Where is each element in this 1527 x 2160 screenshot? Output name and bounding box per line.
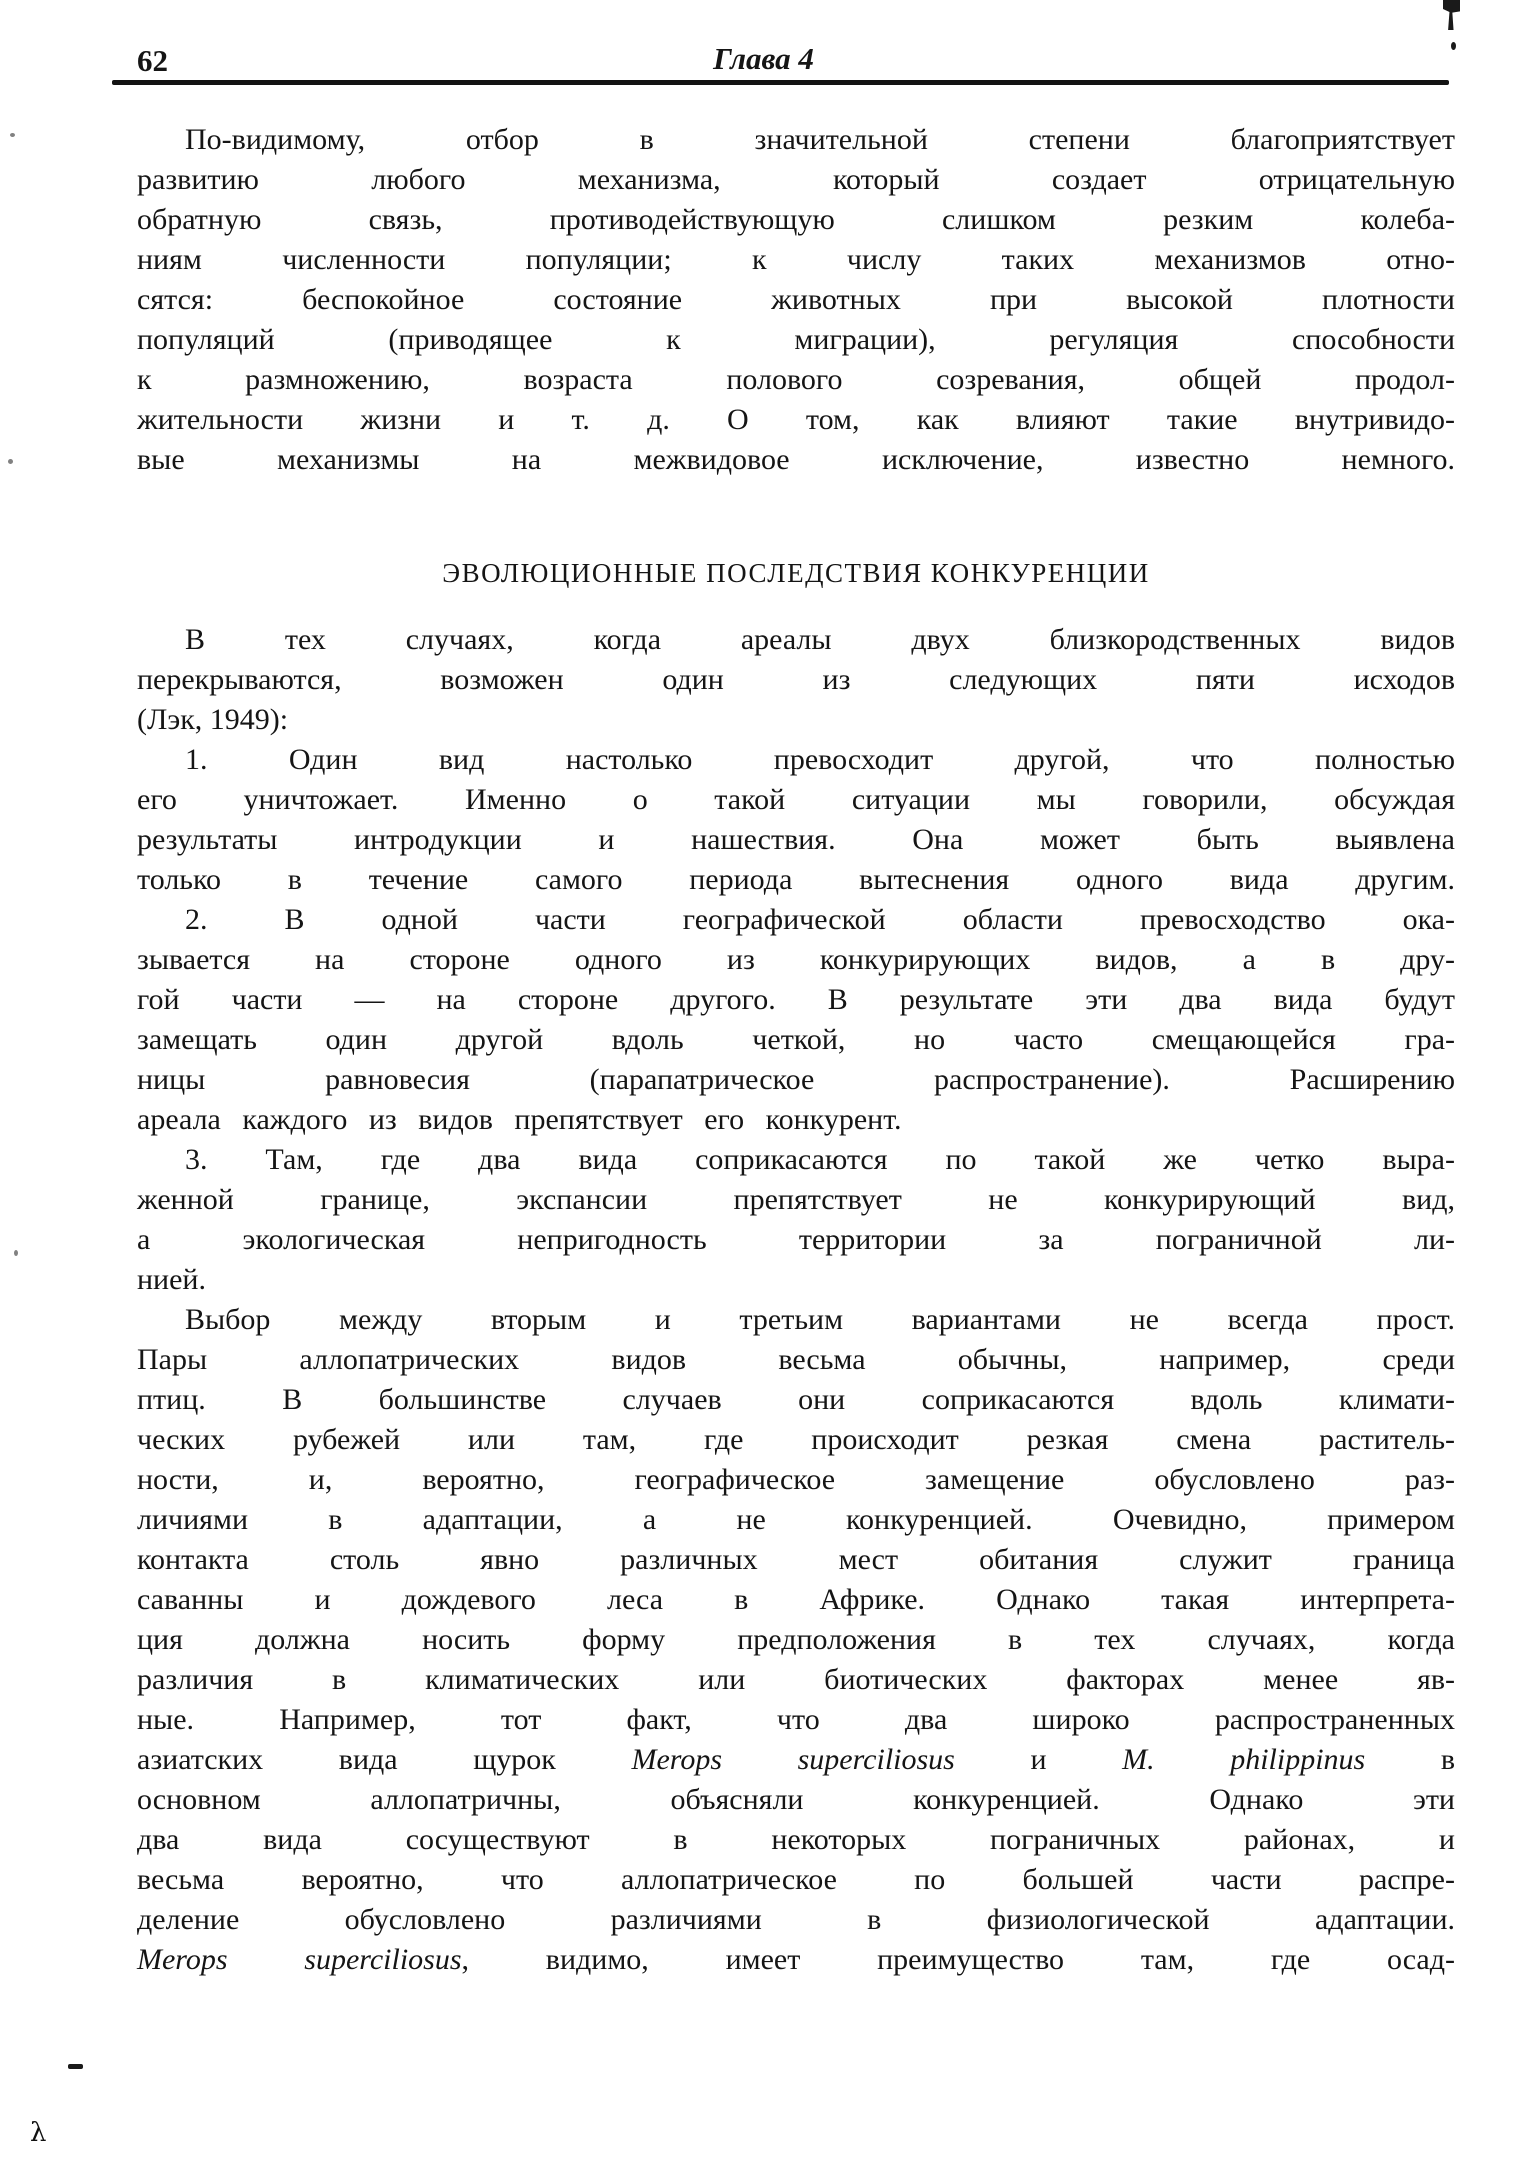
text-run: ности, и, вероятно, географическое замещение обусловлено раз- — [137, 1463, 1455, 1496]
text-run: перекрываются, возможен один из следующих пяти исходов — [137, 663, 1455, 696]
text-run: деление обусловлено различиями в физиологической адаптации. — [137, 1903, 1455, 1936]
text-line — [137, 1820, 1455, 1860]
list-item-2 — [137, 900, 1455, 1140]
text-run: 3. Там, где два вида соприкасаются по такой же четко выра- — [185, 1143, 1455, 1176]
text-run: (Лэк, 1949): — [137, 703, 289, 736]
text-run: замещать один другой вдоль четкой, но часто смещающейся гра- — [137, 1023, 1455, 1056]
text-run: жительности жизни и т. д. О том, как влияют такие внутривидо- — [137, 403, 1455, 436]
scan-speck — [8, 459, 13, 464]
text-line — [137, 120, 1455, 160]
text-line — [137, 1300, 1455, 1340]
text-line — [137, 1700, 1455, 1740]
text-run: развитию любого механизма, который создает отрицательную — [137, 163, 1455, 196]
text-run: весьма вероятно, что аллопатрическое по большей части распре- — [137, 1863, 1455, 1896]
text-line — [137, 1460, 1455, 1500]
text-line — [137, 1940, 1455, 1980]
text-run: , видимо, имеет преимущество там, где осад- — [461, 1943, 1455, 1976]
text-line — [137, 1380, 1455, 1420]
text-run: вые механизмы на межвидовое исключение, известно немного. — [137, 443, 1455, 476]
text-line — [137, 1020, 1455, 1060]
text-line — [137, 860, 1455, 900]
text-line — [137, 700, 1455, 740]
species-name-italic: Merops superciliosus — [631, 1743, 955, 1776]
text-run: ные. Например, тот факт, что два широко распространенных — [137, 1703, 1455, 1736]
text-run: 2. В одной части географической области превосходство ока- — [185, 903, 1455, 936]
text-line — [137, 1780, 1455, 1820]
text-line — [137, 1260, 1455, 1300]
text-line — [137, 1500, 1455, 1540]
text-line — [137, 1180, 1455, 1220]
text-line — [137, 1540, 1455, 1580]
text-run: женной границе, экспансии препятствует не конкурирующий вид, — [137, 1183, 1455, 1216]
species-name-italic: Merops superciliosus — [137, 1943, 462, 1976]
paragraph-intro — [137, 120, 1455, 480]
text-run: контакта столь явно различных мест обитания служит граница — [137, 1543, 1455, 1576]
text-line — [137, 780, 1455, 820]
species-name-italic: M. philippinus — [1122, 1743, 1366, 1776]
text-line — [137, 1060, 1455, 1100]
text-line — [137, 200, 1455, 240]
text-run: ницы равновесия (парапатрическое распространение). Расширению — [137, 1063, 1455, 1096]
text-run: к размножению, возраста полового созревания, общей продол- — [137, 363, 1455, 396]
paragraph-choice — [137, 1300, 1455, 1980]
text-line — [137, 660, 1455, 700]
page-number: 62 — [137, 43, 168, 78]
scan-artifact-dot — [1451, 42, 1456, 50]
text-line — [137, 980, 1455, 1020]
text-line — [137, 1660, 1455, 1700]
scan-artifact-dash — [68, 2064, 83, 2069]
text-line — [137, 400, 1455, 440]
text-line — [137, 1340, 1455, 1380]
text-line — [137, 160, 1455, 200]
text-run: сятся: беспокойное состояние животных при высокой плотности — [137, 283, 1455, 316]
text-run: ческих рубежей или там, где происходит резкая смена раститель- — [137, 1423, 1455, 1456]
text-run: различия в климатических или биотических факторах менее яв- — [137, 1663, 1455, 1696]
text-run: птиц. В большинстве случаев они соприкасаются вдоль климати- — [137, 1383, 1455, 1416]
text-run: зывается на стороне одного из конкурирующих видов, а в дру- — [137, 943, 1455, 976]
text-line — [137, 820, 1455, 860]
text-run: его уничтожает. Именно о такой ситуации мы говорили, обсуждая — [137, 783, 1455, 816]
text-line — [137, 1100, 1455, 1140]
text-run: личиями в адаптации, а не конкуренцией. Очевидно, примером — [137, 1503, 1455, 1536]
text-run: гой части — на стороне другого. В результате эти два вида будут — [137, 983, 1455, 1016]
text-run: В тех случаях, когда ареалы двух близкородственных видов — [185, 623, 1455, 656]
scan-artifact-mark: λ — [30, 2118, 47, 2148]
header-rule — [112, 80, 1449, 85]
text-run: 1. Один вид настолько превосходит другой, что полностью — [185, 743, 1455, 776]
text-run: результаты интродукции и нашествия. Она может быть выявлена — [137, 823, 1455, 856]
text-line — [137, 620, 1455, 660]
text-run: По-видимому, отбор в значительной степени благоприятствует — [185, 123, 1455, 156]
text-run: только в течение самого периода вытеснения одного вида другим. — [137, 863, 1455, 896]
text-line — [137, 320, 1455, 360]
text-line — [137, 900, 1455, 940]
text-line — [137, 280, 1455, 320]
scan-artifact-corner — [1443, 0, 1460, 30]
text-run: ция должна носить форму предположения в тех случаях, когда — [137, 1623, 1455, 1656]
text-line — [137, 440, 1455, 480]
text-run: популяций (приводящее к миграции), регуляция способности — [137, 323, 1455, 356]
text-run: а экологическая непригодность территории за пограничной ли- — [137, 1223, 1455, 1256]
text-run: и — [954, 1743, 1123, 1776]
text-run: основном аллопатричны, объясняли конкуренцией. Однако эти — [137, 1783, 1455, 1816]
page-body — [137, 120, 1455, 1980]
text-run: азиатских вида щурок — [137, 1743, 632, 1776]
scan-speck — [10, 133, 15, 137]
text-line — [137, 1580, 1455, 1620]
text-run: саванны и дождевого леса в Африке. Однако такая интерпрета- — [137, 1583, 1455, 1616]
text-line — [137, 740, 1455, 780]
text-line — [137, 1900, 1455, 1940]
text-run: Пары аллопатрических видов весьма обычны, например, среди — [137, 1343, 1455, 1376]
text-line — [137, 1220, 1455, 1260]
text-run: ниям численности популяции; к числу таких механизмов отно- — [137, 243, 1455, 276]
text-line — [137, 1420, 1455, 1460]
text-run: два вида сосуществуют в некоторых пограничных районах, и — [137, 1823, 1455, 1856]
section-heading: ЭВОЛЮЦИОННЫЕ ПОСЛЕДСТВИЯ КОНКУРЕНЦИИ — [442, 558, 1150, 588]
list-item-3 — [137, 1140, 1455, 1300]
chapter-running-title: Глава 4 — [713, 41, 814, 76]
text-run: нией. — [137, 1263, 206, 1296]
text-run: ареала каждого из видов препятствует его конкурент. — [137, 1103, 902, 1136]
paragraph-cases — [137, 620, 1455, 740]
text-line — [137, 1860, 1455, 1900]
scan-speck — [14, 1250, 18, 1256]
text-line — [137, 940, 1455, 980]
text-run: обратную связь, противодействующую слишком резким колеба- — [137, 203, 1455, 236]
text-line — [137, 1140, 1455, 1180]
text-run: в — [1365, 1743, 1455, 1776]
text-line — [137, 240, 1455, 280]
text-line — [137, 360, 1455, 400]
text-run: Выбор между вторым и третьим вариантами не всегда прост. — [185, 1303, 1455, 1336]
text-line — [137, 1740, 1455, 1780]
text-line — [137, 1620, 1455, 1660]
list-item-1 — [137, 740, 1455, 900]
